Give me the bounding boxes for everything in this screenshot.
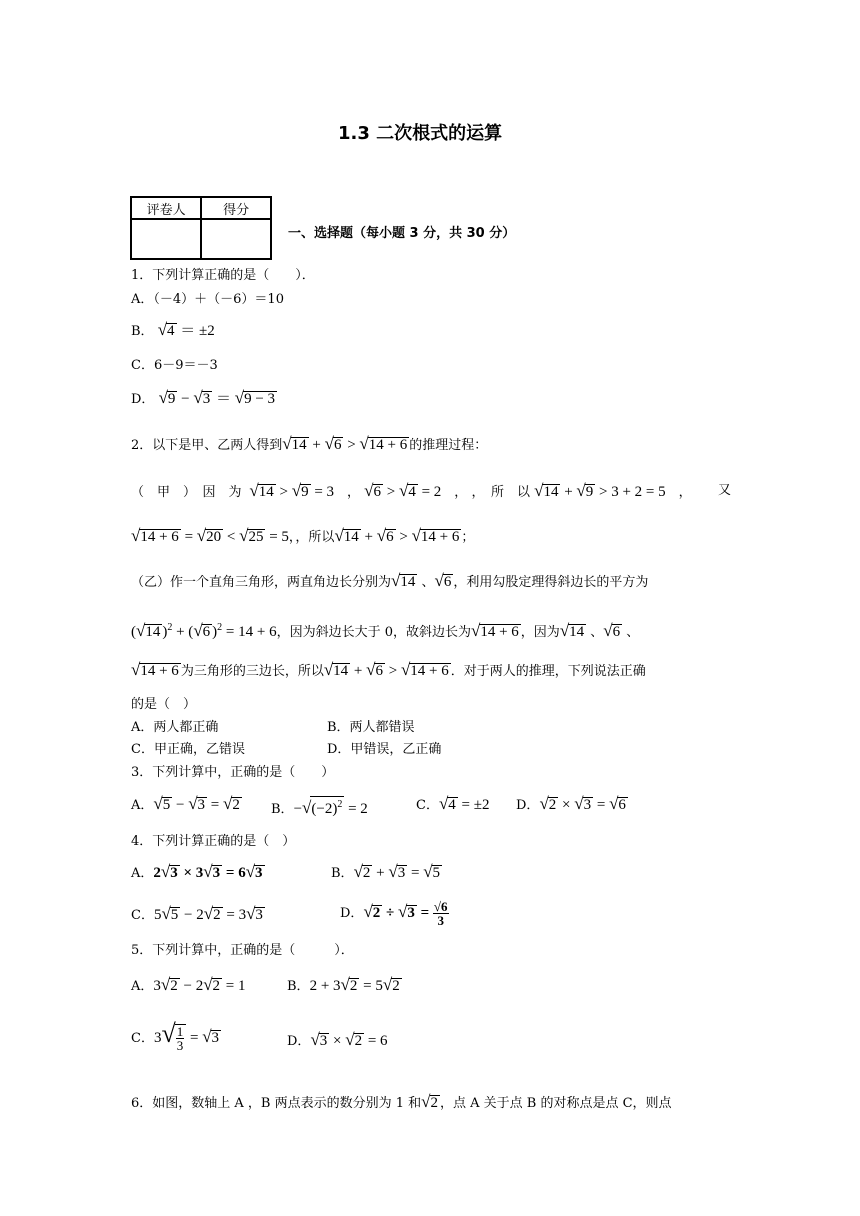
score-table-cell-score[interactable] [201, 219, 271, 259]
q4-stem: 4．下列计算正确的是（ ） [131, 834, 296, 849]
q2-stem-end: 的是（ ） [131, 697, 197, 712]
q3-stem: 3．下列计算中，正确的是（ ） [131, 765, 335, 780]
score-table [130, 196, 272, 260]
q4-option-c: C．5√5 − 2√2 = 3√3 [131, 904, 263, 923]
score-table-header-score: 得分 [201, 197, 271, 219]
section-heading: 一、选择题（每小题 3 分，共 30 分） [288, 226, 516, 241]
page-title: 1.3 二次根式的运算 [338, 123, 503, 144]
q4-option-d: D．√2 ÷ √3 = $\frac{√6}{3}$ [340, 899, 448, 928]
score-table-header-grader: 评卷人 [131, 197, 201, 219]
q2-option-b: B．两人都错误 [327, 720, 415, 735]
q2-option-d: D．甲错误，乙正确 [327, 742, 442, 757]
q2-jia-line1: （ 甲 ） 因 为 √14 > √9 = 3 ， √6 > √4 = 2 ， ， 所 以 √14 + √9 > 3 + 2 = 5 ， 又 [131, 481, 731, 500]
q2-option-a: A．两人都正确 [131, 720, 219, 735]
q3-option-c: C．√4 = ±2 [416, 794, 490, 813]
q3-option-b: B．$-√(-2)^2 = 2$ [271, 798, 368, 817]
q1-option-a: A．（－4）＋（－6）＝10 [131, 292, 284, 307]
q1-option-b: B． √4 ＝ ±2 [131, 320, 215, 339]
q4-option-a: A．2√3 × 3√3 = 6√3 [131, 862, 263, 881]
q5-option-b: B．2 + 3√2 = 5√2 [287, 975, 400, 994]
q1-option-d: D． √9 − √3 ＝ √9 − 3 [131, 388, 276, 407]
q2-stem: 2．以下是甲、乙两人得到√14 + √6 > √14 + 6 的推理过程： [131, 434, 488, 453]
q2-yi-line3: √14 + 6 为三角形的三边长，所以√14 + √6 > √14 + 6 ．对于两人的推理，下列说法正确 [131, 660, 646, 679]
q3-option-d: D．√2 × √3 = √6 [516, 794, 626, 813]
q5-option-d: D．√3 × √2 = 6 [287, 1030, 388, 1049]
q5-option-c: C．3√ $\frac{1}{3}$ = √3 [131, 1018, 220, 1053]
q1-option-c: C．6－9＝－3 [131, 358, 218, 373]
q5-stem: 5．下列计算中，正确的是（ ）． [131, 943, 354, 958]
q3-option-a: A．√5 − √3 = √2 [131, 794, 240, 813]
q2-yi-line2: (√14 )$^2$ + (√6 )$^2$ = 14 + 6，因为斜边长大于 0，故斜边长为√14 + 6 ，因为√14 、√6 、 [131, 621, 640, 640]
q2-yi-line1: （乙）作一个直角三角形，两直角边长分别为√14 、√6 ，利用勾股定理得斜边长的平方为 [131, 571, 649, 590]
q2-jia-line2: √14 + 6 = √20 < √25 = 5，，所以√14 + √6 > √14 + 6 ； [131, 526, 475, 545]
q5-option-a: A．3√2 − 2√2 = 1 [131, 975, 246, 994]
q2-option-c: C．甲正确，乙错误 [131, 742, 245, 757]
score-table-cell-grader[interactable] [131, 219, 201, 259]
q6-stem: 6．如图，数轴上 A ，B 两点表示的数分别为 1 和√2 ，点 A 关于点 B 的对称点是点 C，则点 [131, 1092, 672, 1111]
q4-option-b: B．√2 + √3 = √5 [331, 862, 441, 881]
q1-stem: 1．下列计算正确的是（ ）． [131, 268, 315, 283]
